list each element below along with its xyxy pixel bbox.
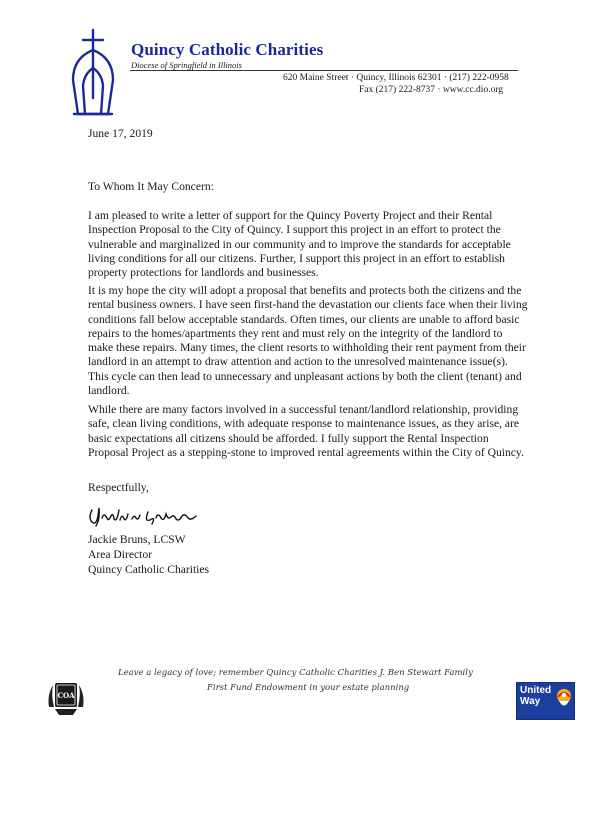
cross-church-logo-icon bbox=[70, 28, 116, 116]
endowment-footer-line: First Fund Endowment in your estate planning bbox=[207, 683, 410, 693]
coa-accreditation-badge bbox=[45, 677, 87, 717]
salutation: To Whom It May Concern: bbox=[88, 180, 214, 193]
paragraph-2: It is my hope the city will adopt a proposal that benefits and protects both the citizens and the rental business owners. I have seen first-hand the devastation our clients face when their living conditions fall below acceptable standards. Often times, our clients are unable to afford basic repairs to the homes/apartments they rent and must rely on the integrity of the landlord to make these repairs. Many times, the client resorts to withholding their rent payment from their landlord in an attempt to draw attention and action to the unresolved maintenance issue(s). This cycle can then lead to unnecessary and unpleasant actions by both the client (tenant) and landlord. bbox=[88, 284, 528, 398]
united-way-label: United Way bbox=[520, 685, 552, 707]
united-way-hand-rainbow-icon bbox=[556, 688, 572, 712]
address-line: 620 Maine Street · Quincy, Illinois 62301 · (217) 222-0958 bbox=[283, 73, 509, 83]
handwritten-signature bbox=[86, 504, 206, 530]
signer-organization: Quincy Catholic Charities bbox=[88, 563, 210, 576]
diocese-subtitle: Diocese of Springfield in Illinois bbox=[131, 60, 242, 70]
fax-website-line: Fax (217) 222-8737 · www.cc.dio.org bbox=[359, 85, 504, 95]
legacy-footer-line: Leave a legacy of love; remember Quincy Catholic Charities J. Ben Stewart Family bbox=[118, 668, 473, 678]
organization-name: Quincy Catholic Charities bbox=[131, 40, 324, 59]
letter-date: June 17, 2019 bbox=[88, 127, 153, 140]
coa-label: COA bbox=[57, 691, 75, 700]
signer-name: Jackie Bruns, LCSW bbox=[88, 533, 186, 546]
paragraph-3: While there are many factors involved in a successful tenant/landlord relationship, providing safe, clean living conditions, with adequate response to maintenance issues, as they arise, are basic expectations all citizens should be afforded. I fully support the Rental Inspection Proposal Project as a stepping-stone to improved rental agreements within the City of Quincy. bbox=[88, 403, 524, 459]
united-way-badge bbox=[516, 682, 575, 720]
signer-title: Area Director bbox=[88, 548, 153, 561]
letterhead-divider bbox=[130, 70, 518, 71]
closing: Respectfully, bbox=[88, 481, 149, 494]
paragraph-1: I am pleased to write a letter of support for the Quincy Poverty Project and their Rental Inspection Proposal to the City of Quincy. I support this project in an effort to protect the vulnerable and marginalized in our community and to improve the standards for acceptable living conditions for all our citizens. Further, I support this project in an effort to establish property protections for landlords and businesses. bbox=[88, 209, 511, 280]
